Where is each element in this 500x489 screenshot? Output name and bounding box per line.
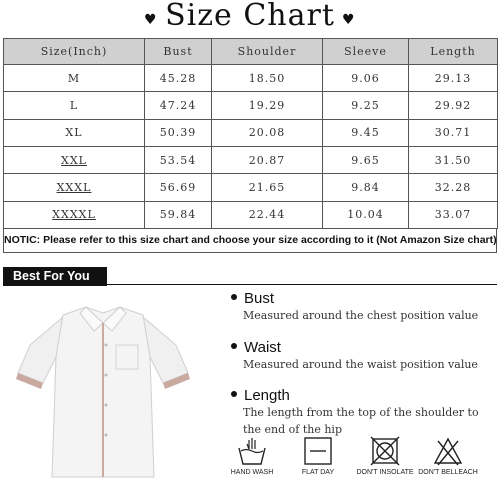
heart-icon: ♥	[144, 12, 157, 28]
bullet-icon	[231, 391, 237, 397]
measurement-desc: The length from the top of the shoulder to	[243, 406, 479, 419]
measurement-name: Length	[244, 387, 290, 404]
care-do-not-insolate	[355, 436, 415, 476]
length-cell: 29.92	[409, 92, 498, 119]
best-for-you-banner: Best For You	[3, 267, 107, 286]
column-header-bust: Bust	[145, 39, 212, 65]
shoulder-cell: 18.50	[212, 65, 323, 92]
sleeve-cell: 9.45	[323, 119, 409, 146]
do-not-insolate-icon	[369, 436, 401, 466]
shirt-image	[8, 295, 198, 485]
bust-cell: 56.69	[145, 174, 212, 201]
table-row	[4, 119, 498, 146]
care-flat-dry	[288, 436, 348, 476]
size-cell: XXL	[4, 146, 145, 173]
table-row	[4, 174, 498, 201]
page-title: Size Chart	[165, 0, 335, 33]
shoulder-cell: 19.29	[212, 92, 323, 119]
length-cell: 31.50	[409, 146, 498, 173]
size-cell: L	[4, 92, 145, 119]
shoulder-cell: 20.87	[212, 146, 323, 173]
table-row	[4, 146, 498, 173]
table-row	[4, 201, 498, 228]
measurement-name: Bust	[244, 290, 275, 307]
measurement-desc: Measured around the waist position value	[243, 358, 478, 371]
column-header-sleeve: Sleeve	[323, 39, 409, 65]
heart-icon: ♥	[342, 12, 355, 28]
bust-cell: 59.84	[145, 201, 212, 228]
sleeve-cell: 9.65	[323, 146, 409, 173]
do-not-bleach-icon	[432, 436, 464, 466]
bullet-icon	[231, 294, 237, 300]
size-cell: M	[4, 65, 145, 92]
hand-wash-icon	[236, 436, 268, 466]
divider	[107, 284, 497, 285]
size-cell: XXXL	[4, 174, 145, 201]
shoulder-cell: 21.65	[212, 174, 323, 201]
title-row	[0, 0, 500, 36]
care-hand-wash	[222, 436, 282, 476]
care-label: DON'T BELLEACH	[418, 469, 478, 476]
sleeve-cell: 9.25	[323, 92, 409, 119]
measurement-bust	[231, 290, 478, 324]
sleeve-cell: 9.84	[323, 174, 409, 201]
measurement-waist	[231, 339, 478, 373]
size-cell: XXXXL	[4, 201, 145, 228]
table-row	[4, 92, 498, 119]
size-cell: XL	[4, 119, 145, 146]
table-header-row	[4, 39, 498, 65]
bust-cell: 50.39	[145, 119, 212, 146]
length-cell: 33.07	[409, 201, 498, 228]
length-cell: 32.28	[409, 174, 498, 201]
table-row	[4, 65, 498, 92]
bust-cell: 45.28	[145, 65, 212, 92]
measurement-name: Waist	[244, 339, 281, 356]
size-table	[3, 38, 498, 229]
shoulder-cell: 20.08	[212, 119, 323, 146]
column-header-shoulder: Shoulder	[212, 39, 323, 65]
measurement-desc-2: the end of the hip	[243, 423, 342, 436]
care-label: HAND WASH	[230, 469, 274, 476]
sleeve-cell: 9.06	[323, 65, 409, 92]
sleeve-cell: 10.04	[323, 201, 409, 228]
measurement-length	[231, 387, 479, 438]
care-label: FLAT DAY	[301, 469, 335, 476]
length-cell: 30.71	[409, 119, 498, 146]
column-header-length: Length	[409, 39, 498, 65]
bust-cell: 53.54	[145, 146, 212, 173]
care-do-not-bleach	[418, 436, 478, 476]
flat-dry-icon	[303, 436, 333, 466]
size-notice: NOTIC: Please refer to this size chart and choose your size according to it (Not Amazon Size chart)	[3, 229, 497, 253]
length-cell: 29.13	[409, 65, 498, 92]
shoulder-cell: 22.44	[212, 201, 323, 228]
bullet-icon	[231, 343, 237, 349]
care-label: DON'T INSOLATE	[356, 469, 414, 476]
bust-cell: 47.24	[145, 92, 212, 119]
measurement-desc: Measured around the chest position value	[243, 309, 479, 322]
column-header-size: Size(Inch)	[4, 39, 145, 65]
